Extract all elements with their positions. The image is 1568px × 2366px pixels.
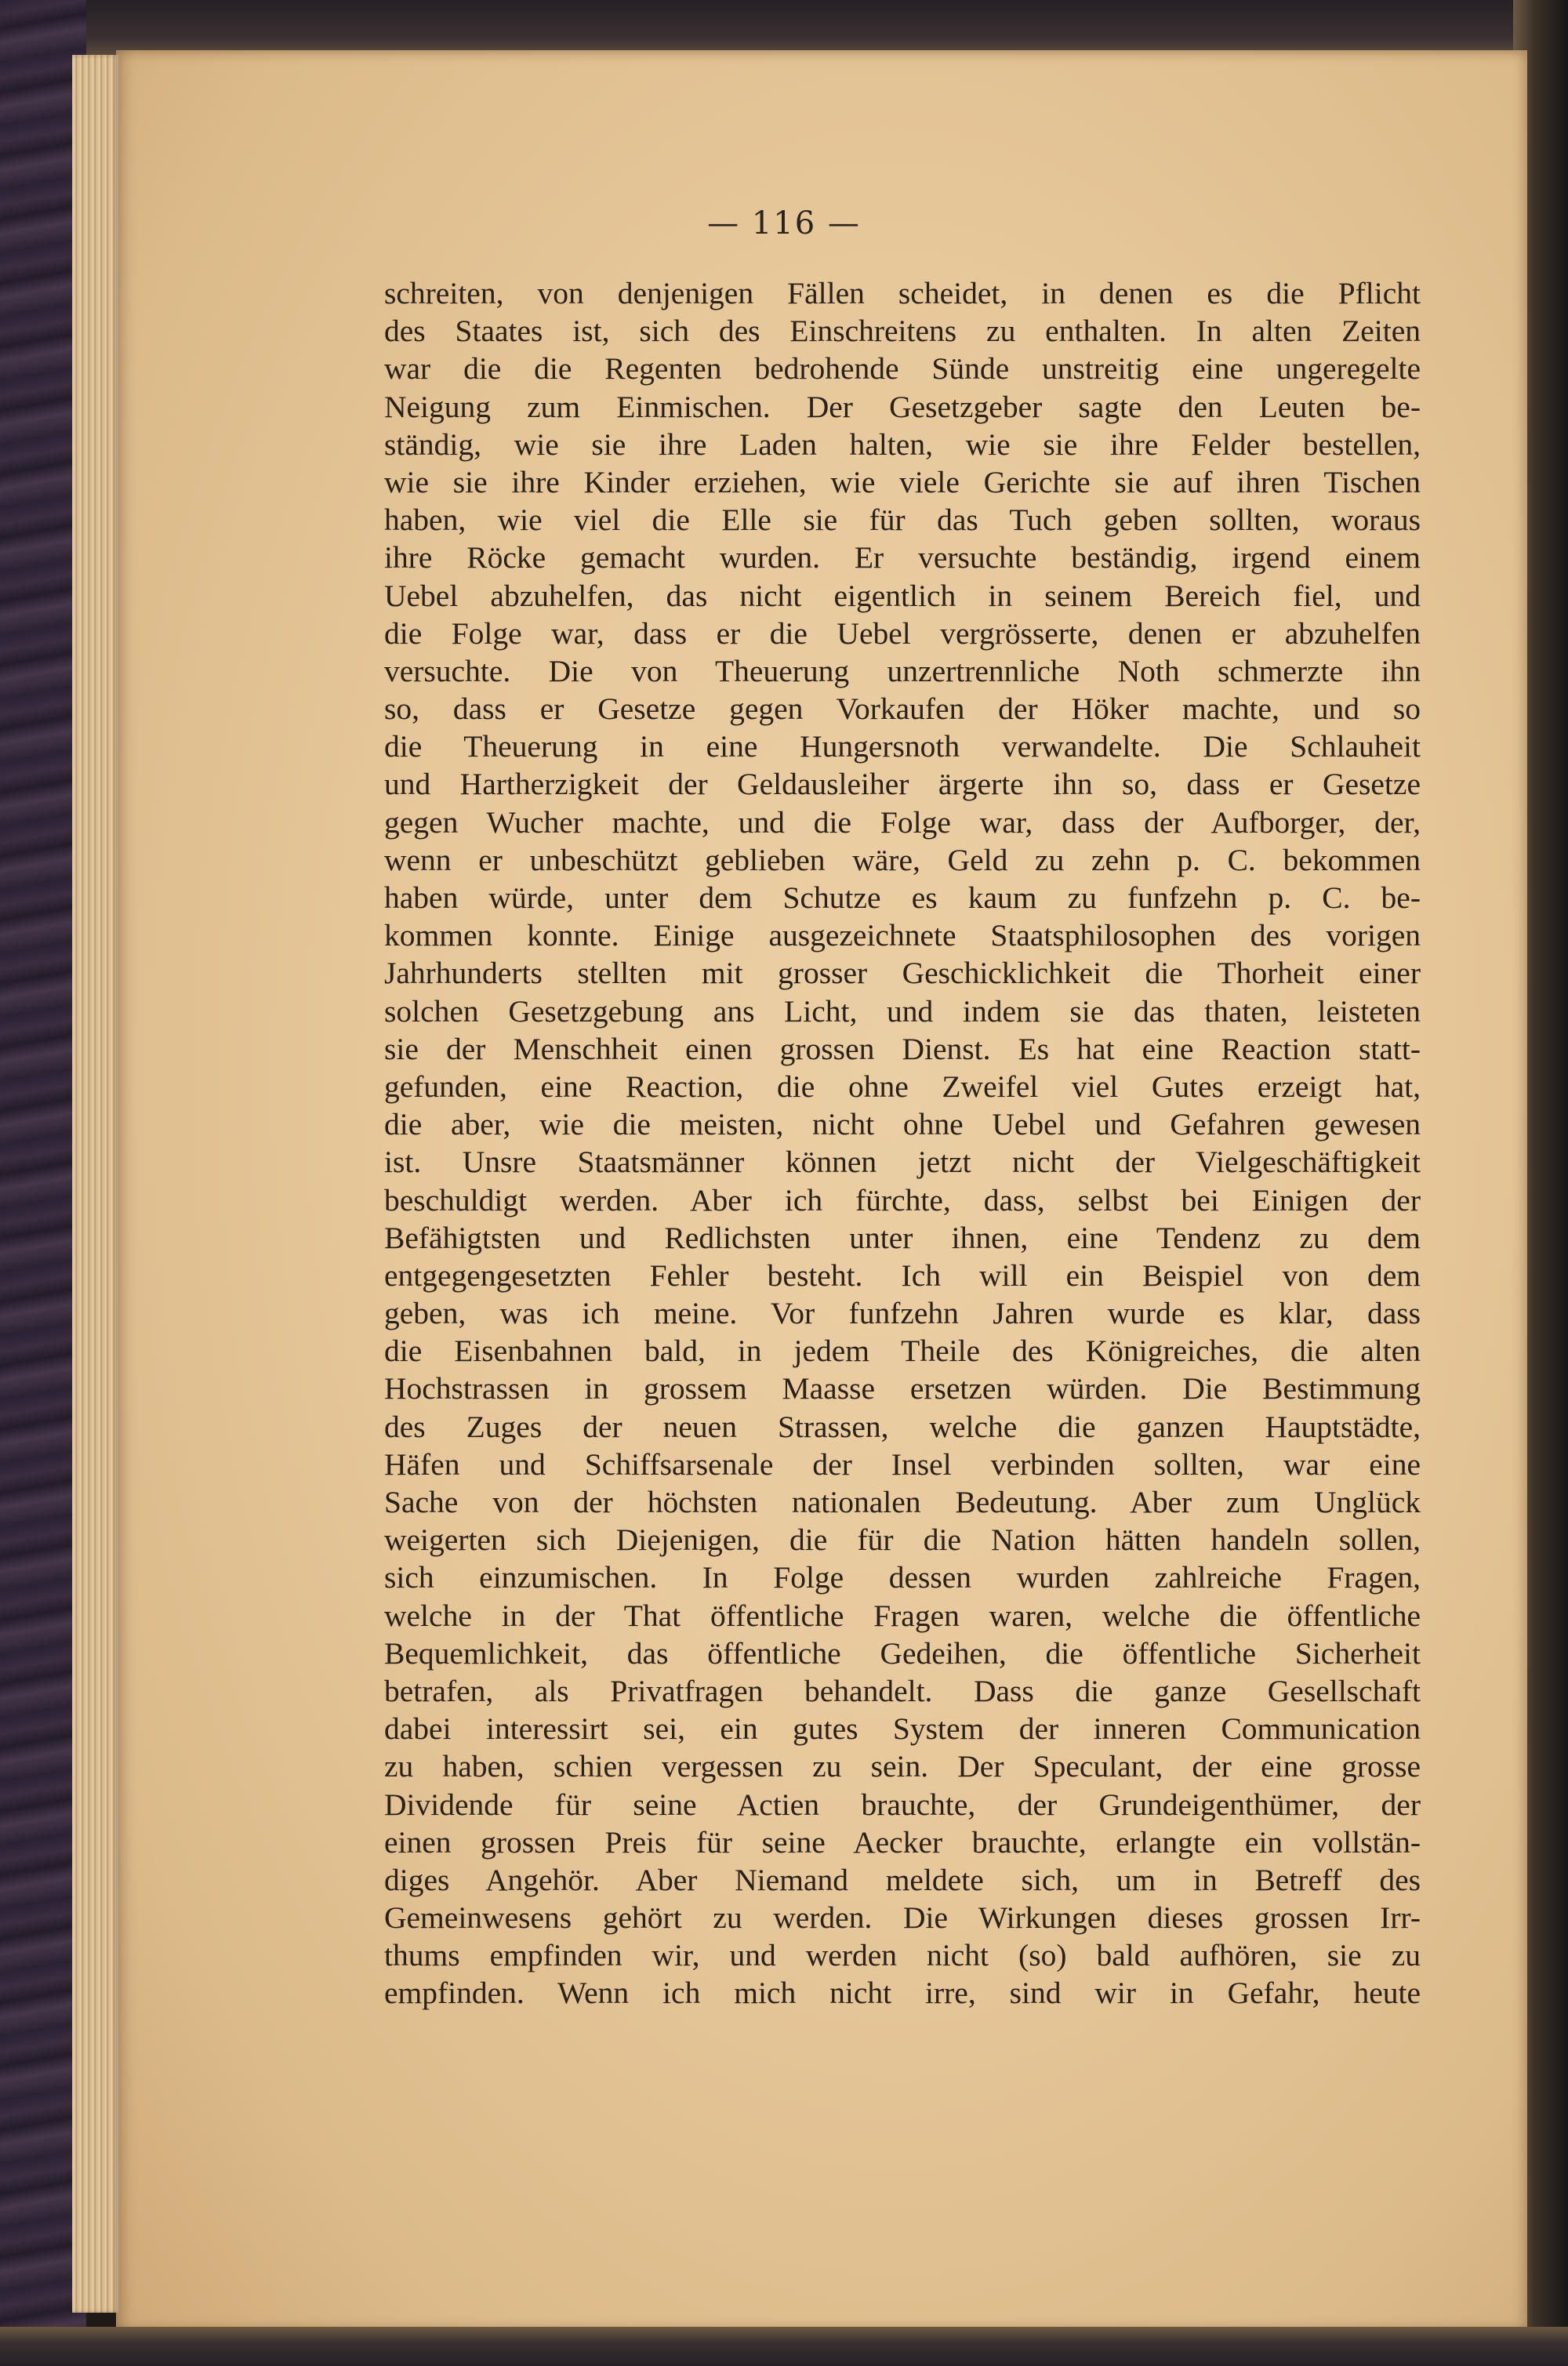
text-line: des Zuges der neuen Strassen, welche die ganzen Hauptstädte, <box>384 1409 1421 1444</box>
text-line: kommen konnte. Einige ausgezeichnete Staatsphilosophen des vorigen <box>384 918 1421 953</box>
text-line: welche in der That öffentliche Fragen waren, welche die öffentliche <box>384 1598 1421 1633</box>
text-line: betrafen, als Privatfragen behandelt. Dass die ganze Gesellschaft <box>384 1673 1421 1708</box>
text-line: so, dass er Gesetze gegen Vorkaufen der Höker machte, und so <box>384 691 1421 727</box>
text-line: des Staates ist, sich des Einschreitens zu enthalten. In alten Zeiten <box>384 314 1421 349</box>
text-line: wie sie ihre Kinder erziehen, wie viele Gerichte sie auf ihren Tischen <box>384 464 1421 499</box>
page-edges <box>72 55 119 2313</box>
scan-background-top <box>0 0 1568 55</box>
text-line: sie der Menschheit einen grossen Dienst. Es hat eine Reaction statt- <box>384 1031 1421 1066</box>
text-line: ihre Röcke gemacht wurden. Er versuchte beständig, irgend einem <box>384 540 1421 575</box>
text-line: Gemeinwesens gehört zu werden. Die Wirkungen dieses grossen Irr- <box>384 1900 1421 1936</box>
text-line: entgegengesetzten Fehler besteht. Ich will ein Beispiel von dem <box>384 1257 1421 1293</box>
text-line: war die die Regenten bedrohende Sünde unstreitig eine ungeregelte <box>384 351 1421 386</box>
text-line: Dividende für seine Actien brauchte, der Grundeigenthümer, der <box>384 1787 1421 1822</box>
text-line: Hochstrassen in grossem Maasse ersetzen würden. Die Bestimmung <box>384 1371 1421 1406</box>
text-line: dabei interessirt sei, ein gutes System der inneren Communication <box>384 1711 1421 1747</box>
text-line: sich einzumischen. In Folge dessen wurden zahlreiche Fragen, <box>384 1560 1421 1595</box>
text-line: solchen Gesetzgebung ans Licht, und indem sie das thaten, leisteten <box>384 993 1421 1029</box>
text-line: versuchte. Die von Theuerung unzertrennliche Noth schmerzte ihn <box>384 653 1421 688</box>
page-number: — 116 — <box>707 205 861 241</box>
text-line: diges Angehör. Aber Niemand meldete sich, um in Betreff des <box>384 1862 1421 1897</box>
text-line: Häfen und Schiffsarsenale der Insel verbinden sollten, war eine <box>384 1446 1421 1482</box>
text-line: wenn er unbeschützt geblieben wäre, Geld zu zehn p. C. bekommen <box>384 842 1421 877</box>
text-line: Neigung zum Einmischen. Der Gesetzgeber sagte den Leuten be- <box>384 389 1421 424</box>
text-line: Bequemlichkeit, das öffentliche Gedeihen, die öffentliche Sicherheit <box>384 1635 1421 1671</box>
text-line: empfinden. Wenn ich mich nicht irre, sind wir in Gefahr, heute <box>384 1976 1421 2011</box>
text-line: gegen Wucher machte, und die Folge war, dass der Aufborger, der, <box>384 804 1421 840</box>
text-line: ständig, wie sie ihre Laden halten, wie sie ihre Felder bestellen, <box>384 426 1421 462</box>
text-line: thums empfinden wir, und werden nicht (so) bald aufhören, sie zu <box>384 1938 1421 1973</box>
text-line: haben würde, unter dem Schutze es kaum zu funfzehn p. C. be- <box>384 880 1421 915</box>
text-line: gefunden, eine Reaction, die ohne Zweifel viel Gutes erzeigt hat, <box>384 1069 1421 1104</box>
text-line: Sache von der höchsten nationalen Bedeutung. Aber zum Unglück <box>384 1485 1421 1519</box>
text-line: die Eisenbahnen bald, in jedem Theile des Königreiches, die alten <box>384 1334 1421 1369</box>
text-line: Uebel abzuhelfen, das nicht eigentlich in seinem Bereich fiel, und <box>384 578 1421 613</box>
text-line: ist. Unsre Staatsmänner können jetzt nicht der Vielgeschäftigkeit <box>384 1145 1421 1180</box>
text-line: die aber, wie die meisten, nicht ohne Uebel und Gefahren gewesen <box>384 1107 1421 1142</box>
scan-background-bottom <box>0 2327 1568 2366</box>
text-line: Befähigtsten und Redlichsten unter ihnen, eine Tendenz zu dem <box>384 1220 1421 1255</box>
text-line: Jahrhunderts stellten mit grosser Geschicklichkeit die Thorheit einer <box>384 956 1421 991</box>
text-line: einen grossen Preis für seine Aecker brauchte, erlangte ein vollstän- <box>384 1824 1421 1860</box>
text-line: weigerten sich Diejenigen, die für die Nation hätten handeln sollen, <box>384 1522 1421 1558</box>
text-line: zu haben, schien vergessen zu sein. Der Speculant, der eine grosse <box>384 1749 1421 1784</box>
text-line: schreiten, von denjenigen Fällen scheidet, in denen es die Pflicht <box>384 276 1421 310</box>
body-text <box>384 274 1421 2012</box>
text-line: die Theuerung in eine Hungersnoth verwandelte. Die Schlauheit <box>384 729 1421 764</box>
text-line: geben, was ich meine. Vor funfzehn Jahren wurde es klar, dass <box>384 1296 1421 1331</box>
text-line: beschuldigt werden. Aber ich fürchte, dass, selbst bei Einigen der <box>384 1182 1421 1217</box>
text-line: die Folge war, dass er die Uebel vergrösserte, denen er abzuhelfen <box>384 615 1421 651</box>
text-line: haben, wie viel die Elle sie für das Tuch geben sollten, woraus <box>384 503 1421 538</box>
text-line: und Hartherzigkeit der Geldausleiher ärgerte ihn so, dass er Gesetze <box>384 767 1421 802</box>
